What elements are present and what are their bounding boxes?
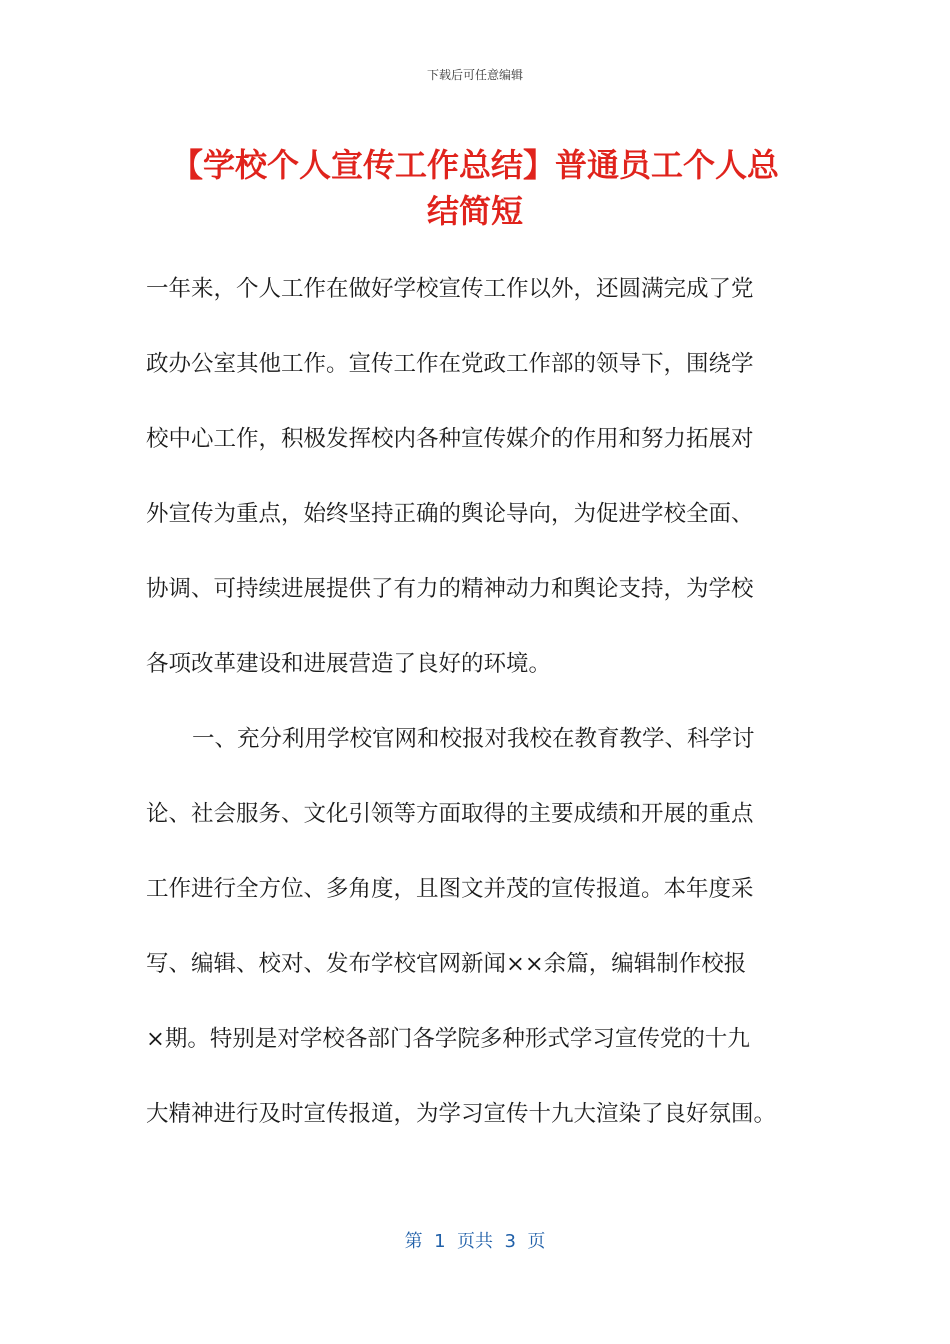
title-line-1: 【学校个人宣传工作总结】普通员工个人总 [170, 146, 779, 184]
document-title [140, 142, 810, 234]
paragraph-line: ×期。特别是对学校各部门各学院多种形式学习宣传党的十九 [146, 1026, 750, 1052]
paragraph-line: 各项改革建设和进展营造了良好的环境。 [146, 651, 552, 677]
page-number-footer: 第 1 页共 3 页 [404, 1231, 546, 1252]
paragraph-line: 工作进行全方位、多角度，且图文并茂的宣传报道。本年度采 [146, 876, 754, 902]
paragraph-line: 协调、可持续进展提供了有力的精神动力和舆论支持，为学校 [146, 576, 754, 602]
header-note: 下载后可任意编辑 [426, 68, 523, 82]
document-body [146, 252, 806, 1152]
paragraph-line: 政办公室其他工作。宣传工作在党政工作部的领导下，围绕学 [146, 351, 754, 377]
paragraph-line: 写、编辑、校对、发布学校官网新闻××余篇，编辑制作校报 [146, 951, 747, 977]
paragraph-line: 外宣传为重点，始终坚持正确的舆论导向，为促进学校全面、 [146, 501, 754, 527]
paragraph-line: 一、充分利用学校官网和校报对我校在教育教学、科学讨 [192, 726, 755, 752]
paragraph-line: 校中心工作，积极发挥校内各种宣传媒介的作用和努力拓展对 [146, 426, 754, 452]
paragraph-line: 论、社会服务、文化引领等方面取得的主要成绩和开展的重点 [146, 801, 754, 827]
paragraph-line: 一年来，个人工作在做好学校宣传工作以外，还圆满完成了党 [146, 276, 754, 302]
paragraph-intro [146, 252, 806, 702]
paragraph-section-1 [146, 702, 806, 1152]
title-line-2: 结简短 [426, 192, 523, 230]
paragraph-line: 大精神进行及时宣传报道，为学习宣传十九大渲染了良好氛围。 [146, 1101, 777, 1127]
